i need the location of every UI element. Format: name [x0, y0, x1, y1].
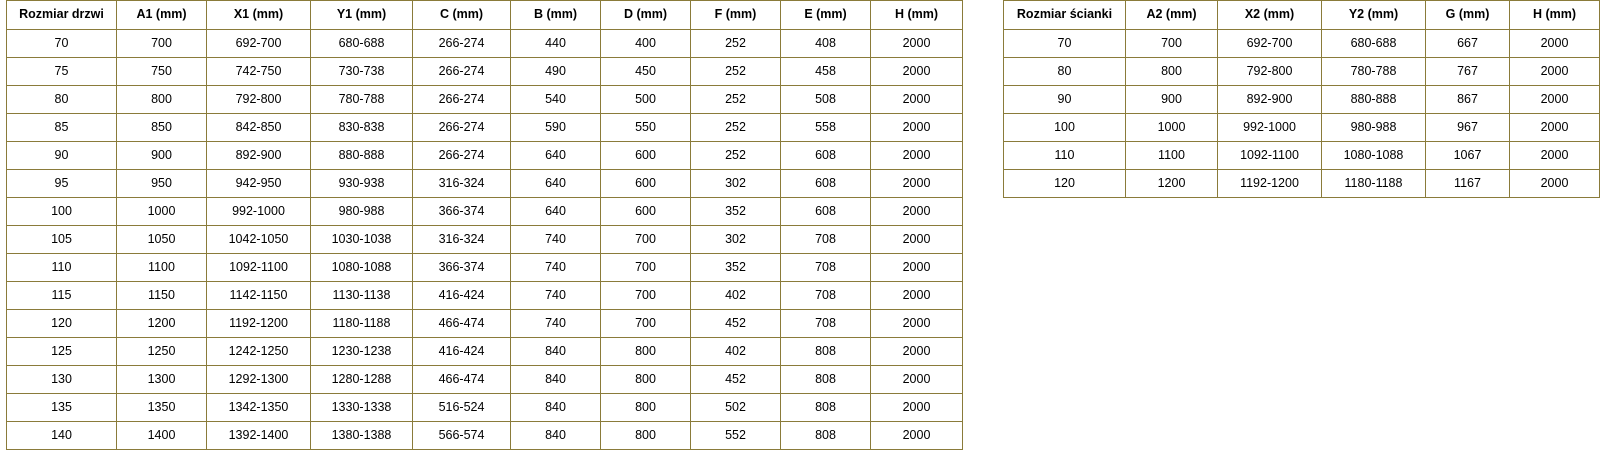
table-row	[1004, 86, 1600, 114]
table-cell: 1100	[117, 254, 207, 282]
table-cell: 700	[601, 310, 691, 338]
table-cell: 252	[691, 142, 781, 170]
table-cell: 750	[117, 58, 207, 86]
table-cell: 266-274	[413, 30, 511, 58]
table-cell: 2000	[871, 30, 963, 58]
table-cell: 316-324	[413, 170, 511, 198]
table-cell: 1330-1338	[311, 394, 413, 422]
table-cell: 400	[601, 30, 691, 58]
table-cell: 900	[117, 142, 207, 170]
table-row	[7, 282, 963, 310]
table-cell: 416-424	[413, 282, 511, 310]
table-cell: 767	[1426, 58, 1510, 86]
table-cell: 2000	[871, 86, 963, 114]
table-cell: 930-938	[311, 170, 413, 198]
table-cell: 1130-1138	[311, 282, 413, 310]
column-header: Y2 (mm)	[1322, 1, 1426, 30]
table-cell: 842-850	[207, 114, 311, 142]
table-cell: 992-1000	[207, 198, 311, 226]
table-cell: 70	[7, 30, 117, 58]
table-cell: 742-750	[207, 58, 311, 86]
table-cell: 302	[691, 170, 781, 198]
table-cell: 1342-1350	[207, 394, 311, 422]
table-header-row	[1004, 1, 1600, 30]
table-cell: 252	[691, 30, 781, 58]
table-cell: 2000	[871, 170, 963, 198]
table-cell: 892-900	[1218, 86, 1322, 114]
table-row	[7, 422, 963, 450]
table-cell: 80	[1004, 58, 1126, 86]
column-header: Rozmiar ścianki	[1004, 1, 1126, 30]
table-cell: 466-474	[413, 310, 511, 338]
table-cell: 830-838	[311, 114, 413, 142]
table-row	[7, 310, 963, 338]
table-cell: 105	[7, 226, 117, 254]
table-row	[1004, 114, 1600, 142]
table-row	[1004, 58, 1600, 86]
table-cell: 490	[511, 58, 601, 86]
column-header: H (mm)	[871, 1, 963, 30]
table-cell: 252	[691, 114, 781, 142]
table-cell: 640	[511, 198, 601, 226]
table-cell: 2000	[871, 366, 963, 394]
table-cell: 640	[511, 170, 601, 198]
table-cell: 90	[7, 142, 117, 170]
table-cell: 692-700	[1218, 30, 1322, 58]
table-cell: 252	[691, 86, 781, 114]
table-cell: 2000	[871, 394, 963, 422]
table-cell: 1092-1100	[1218, 142, 1322, 170]
table-cell: 2000	[1510, 114, 1600, 142]
table-cell: 590	[511, 114, 601, 142]
table-cell: 800	[601, 422, 691, 450]
table-row	[7, 30, 963, 58]
table-cell: 708	[781, 310, 871, 338]
table-cell: 992-1000	[1218, 114, 1322, 142]
table-cell: 2000	[1510, 170, 1600, 198]
table-cell: 1400	[117, 422, 207, 450]
table-cell: 740	[511, 226, 601, 254]
table-cell: 2000	[871, 338, 963, 366]
table-cell: 2000	[871, 254, 963, 282]
table-cell: 458	[781, 58, 871, 86]
table-cell: 450	[601, 58, 691, 86]
table-cell: 680-688	[1322, 30, 1426, 58]
table-cell: 1080-1088	[311, 254, 413, 282]
table-cell: 550	[601, 114, 691, 142]
table-cell: 316-324	[413, 226, 511, 254]
table-cell: 692-700	[207, 30, 311, 58]
table-cell: 780-788	[311, 86, 413, 114]
table-cell: 402	[691, 282, 781, 310]
table-cell: 1000	[117, 198, 207, 226]
table-cell: 125	[7, 338, 117, 366]
column-header: X2 (mm)	[1218, 1, 1322, 30]
table-cell: 452	[691, 366, 781, 394]
wall-table-header	[1004, 1, 1600, 30]
table-row	[7, 338, 963, 366]
table-cell: 516-524	[413, 394, 511, 422]
table-row	[7, 114, 963, 142]
table-cell: 115	[7, 282, 117, 310]
table-cell: 402	[691, 338, 781, 366]
table-cell: 730-738	[311, 58, 413, 86]
table-cell: 1280-1288	[311, 366, 413, 394]
table-cell: 558	[781, 114, 871, 142]
table-cell: 840	[511, 394, 601, 422]
table-cell: 1392-1400	[207, 422, 311, 450]
column-header: H (mm)	[1510, 1, 1600, 30]
table-cell: 508	[781, 86, 871, 114]
table-cell: 1250	[117, 338, 207, 366]
wall-dimensions-table-container	[1003, 0, 1600, 198]
table-cell: 110	[7, 254, 117, 282]
table-cell: 80	[7, 86, 117, 114]
table-cell: 680-688	[311, 30, 413, 58]
table-cell: 2000	[871, 58, 963, 86]
wall-table-body	[1004, 30, 1600, 198]
table-cell: 130	[7, 366, 117, 394]
table-cell: 352	[691, 254, 781, 282]
table-row	[1004, 142, 1600, 170]
table-cell: 840	[511, 422, 601, 450]
table-cell: 466-474	[413, 366, 511, 394]
table-cell: 1180-1188	[1322, 170, 1426, 198]
table-cell: 740	[511, 282, 601, 310]
table-row	[7, 86, 963, 114]
table-cell: 892-900	[207, 142, 311, 170]
table-cell: 808	[781, 366, 871, 394]
table-cell: 708	[781, 254, 871, 282]
table-cell: 1167	[1426, 170, 1510, 198]
table-cell: 540	[511, 86, 601, 114]
table-cell: 700	[117, 30, 207, 58]
table-row	[1004, 30, 1600, 58]
column-header: A2 (mm)	[1126, 1, 1218, 30]
table-cell: 740	[511, 254, 601, 282]
table-cell: 2000	[871, 422, 963, 450]
table-cell: 800	[601, 394, 691, 422]
table-cell: 600	[601, 142, 691, 170]
table-cell: 552	[691, 422, 781, 450]
table-cell: 2000	[871, 310, 963, 338]
table-cell: 700	[601, 226, 691, 254]
table-cell: 608	[781, 142, 871, 170]
table-cell: 1230-1238	[311, 338, 413, 366]
table-cell: 1200	[1126, 170, 1218, 198]
table-cell: 1200	[117, 310, 207, 338]
table-row	[7, 58, 963, 86]
table-cell: 2000	[1510, 30, 1600, 58]
table-row	[7, 226, 963, 254]
table-cell: 1350	[117, 394, 207, 422]
table-cell: 1067	[1426, 142, 1510, 170]
table-cell: 408	[781, 30, 871, 58]
table-cell: 352	[691, 198, 781, 226]
table-row	[7, 198, 963, 226]
table-cell: 120	[7, 310, 117, 338]
table-cell: 266-274	[413, 142, 511, 170]
table-cell: 440	[511, 30, 601, 58]
table-cell: 980-988	[311, 198, 413, 226]
table-row	[7, 170, 963, 198]
table-cell: 850	[117, 114, 207, 142]
column-header: Y1 (mm)	[311, 1, 413, 30]
table-cell: 1292-1300	[207, 366, 311, 394]
table-cell: 566-574	[413, 422, 511, 450]
table-cell: 880-888	[311, 142, 413, 170]
table-cell: 808	[781, 422, 871, 450]
table-header-row	[7, 1, 963, 30]
doors-table-header	[7, 1, 963, 30]
table-cell: 967	[1426, 114, 1510, 142]
table-cell: 1042-1050	[207, 226, 311, 254]
table-cell: 880-888	[1322, 86, 1426, 114]
table-row	[7, 366, 963, 394]
table-cell: 100	[7, 198, 117, 226]
column-header: C (mm)	[413, 1, 511, 30]
table-cell: 95	[7, 170, 117, 198]
table-cell: 700	[601, 254, 691, 282]
table-cell: 800	[117, 86, 207, 114]
column-header: E (mm)	[781, 1, 871, 30]
table-cell: 1180-1188	[311, 310, 413, 338]
table-row	[1004, 170, 1600, 198]
table-cell: 667	[1426, 30, 1510, 58]
table-cell: 600	[601, 170, 691, 198]
column-header: F (mm)	[691, 1, 781, 30]
table-cell: 2000	[1510, 142, 1600, 170]
table-cell: 1380-1388	[311, 422, 413, 450]
table-cell: 808	[781, 338, 871, 366]
table-cell: 266-274	[413, 58, 511, 86]
table-cell: 2000	[871, 226, 963, 254]
table-cell: 252	[691, 58, 781, 86]
table-cell: 840	[511, 338, 601, 366]
table-cell: 266-274	[413, 86, 511, 114]
table-cell: 700	[601, 282, 691, 310]
table-cell: 2000	[871, 142, 963, 170]
table-cell: 1192-1200	[207, 310, 311, 338]
table-cell: 302	[691, 226, 781, 254]
table-cell: 1100	[1126, 142, 1218, 170]
table-cell: 1080-1088	[1322, 142, 1426, 170]
table-cell: 800	[601, 338, 691, 366]
column-header: X1 (mm)	[207, 1, 311, 30]
table-cell: 2000	[871, 198, 963, 226]
table-row	[7, 254, 963, 282]
table-cell: 266-274	[413, 114, 511, 142]
table-cell: 780-788	[1322, 58, 1426, 86]
table-cell: 900	[1126, 86, 1218, 114]
table-cell: 1000	[1126, 114, 1218, 142]
table-row	[7, 142, 963, 170]
table-cell: 2000	[1510, 86, 1600, 114]
table-cell: 120	[1004, 170, 1126, 198]
doors-table-body	[7, 30, 963, 450]
table-cell: 452	[691, 310, 781, 338]
column-header: Rozmiar drzwi	[7, 1, 117, 30]
table-cell: 840	[511, 366, 601, 394]
table-cell: 792-800	[207, 86, 311, 114]
table-cell: 867	[1426, 86, 1510, 114]
table-row	[7, 394, 963, 422]
table-cell: 950	[117, 170, 207, 198]
table-cell: 1142-1150	[207, 282, 311, 310]
table-cell: 1092-1100	[207, 254, 311, 282]
column-header: G (mm)	[1426, 1, 1510, 30]
table-cell: 75	[7, 58, 117, 86]
table-cell: 808	[781, 394, 871, 422]
table-cell: 1300	[117, 366, 207, 394]
table-cell: 2000	[871, 114, 963, 142]
doors-dimensions-table-container	[6, 0, 963, 450]
table-cell: 700	[1126, 30, 1218, 58]
table-cell: 800	[601, 366, 691, 394]
table-cell: 502	[691, 394, 781, 422]
table-cell: 416-424	[413, 338, 511, 366]
column-header: A1 (mm)	[117, 1, 207, 30]
table-cell: 792-800	[1218, 58, 1322, 86]
table-cell: 640	[511, 142, 601, 170]
table-cell: 600	[601, 198, 691, 226]
table-cell: 1050	[117, 226, 207, 254]
table-cell: 1192-1200	[1218, 170, 1322, 198]
table-cell: 708	[781, 226, 871, 254]
table-cell: 366-374	[413, 198, 511, 226]
wall-dimensions-table	[1003, 0, 1600, 198]
table-cell: 942-950	[207, 170, 311, 198]
column-header: B (mm)	[511, 1, 601, 30]
table-cell: 85	[7, 114, 117, 142]
table-cell: 1242-1250	[207, 338, 311, 366]
table-cell: 1150	[117, 282, 207, 310]
table-cell: 1030-1038	[311, 226, 413, 254]
table-cell: 708	[781, 282, 871, 310]
table-cell: 366-374	[413, 254, 511, 282]
table-cell: 135	[7, 394, 117, 422]
table-cell: 90	[1004, 86, 1126, 114]
table-cell: 100	[1004, 114, 1126, 142]
table-cell: 70	[1004, 30, 1126, 58]
table-cell: 980-988	[1322, 114, 1426, 142]
table-cell: 608	[781, 198, 871, 226]
table-cell: 2000	[871, 282, 963, 310]
table-cell: 110	[1004, 142, 1126, 170]
table-cell: 500	[601, 86, 691, 114]
column-header: D (mm)	[601, 1, 691, 30]
table-cell: 740	[511, 310, 601, 338]
table-cell: 140	[7, 422, 117, 450]
table-cell: 2000	[1510, 58, 1600, 86]
table-cell: 800	[1126, 58, 1218, 86]
doors-dimensions-table	[6, 0, 963, 450]
table-cell: 608	[781, 170, 871, 198]
